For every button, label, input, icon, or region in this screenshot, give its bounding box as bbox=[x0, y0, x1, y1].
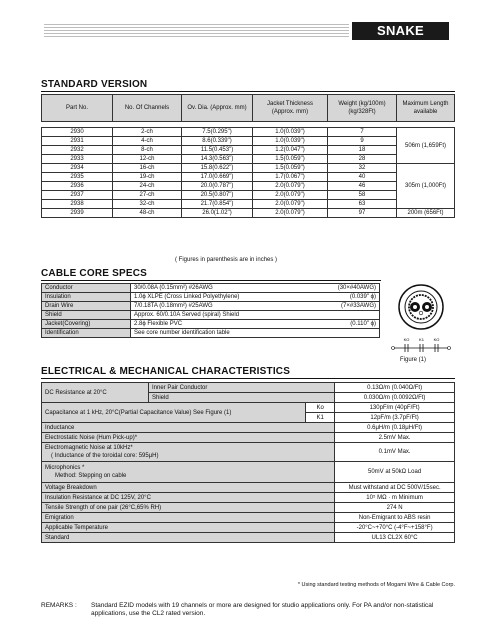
cell: Insulation Resistance at DC 125V, 20°C bbox=[42, 493, 335, 503]
table-row bbox=[42, 155, 455, 164]
table-row bbox=[42, 503, 455, 513]
core-value: 1.0ϕ XLPE (Cross Linked Polyethylene) bbox=[134, 294, 240, 300]
table-row bbox=[42, 493, 455, 503]
cell: 7 bbox=[328, 128, 397, 137]
cell: Jacket(Covering) bbox=[42, 320, 131, 329]
cell: 32-ch bbox=[113, 200, 182, 209]
col-channels: No. Of Channels bbox=[113, 95, 182, 122]
cell: 2.0(0.079") bbox=[253, 209, 328, 218]
core-extra: (7×#33AWG) bbox=[341, 303, 376, 309]
cell: 0.6μH/m (0.18μH/Ft) bbox=[335, 423, 455, 433]
table-row bbox=[42, 433, 455, 443]
table-row bbox=[42, 443, 455, 462]
cell: 16-ch bbox=[113, 164, 182, 173]
cell: Voltage Breakdown bbox=[42, 483, 335, 493]
table-row bbox=[42, 173, 455, 182]
col-max-length: Maximum Length available bbox=[397, 95, 455, 122]
cell: 2933 bbox=[42, 155, 113, 164]
table-row bbox=[42, 293, 380, 302]
max-length-2: 305m (1,000Ft) bbox=[397, 164, 455, 209]
cell: 0.13Ω/m (0.040Ω/Ft) bbox=[335, 383, 455, 393]
cell bbox=[42, 443, 335, 462]
table-row bbox=[42, 320, 380, 329]
cell: 19-ch bbox=[113, 173, 182, 182]
cell: 10⁵ MΩ · m Minimum bbox=[335, 493, 455, 503]
cell: 2.0(0.079") bbox=[253, 191, 328, 200]
col-part-no: Part No. bbox=[42, 95, 113, 122]
row-sublabel: Method: Stepping on cable bbox=[55, 473, 127, 479]
col-ov-dia: Ov. Dia. (Approx. mm) bbox=[182, 95, 253, 122]
elec-footnote: * Using standard testing methods of Mogami Wire & Cable Corp. bbox=[297, 582, 455, 588]
cell: 0.1mV Max. bbox=[335, 443, 455, 462]
cell: -20°C~+70°C (-4°F~+158°F) bbox=[335, 523, 455, 533]
cell: Tensile Strength of one pair (26°C,65% RH) bbox=[42, 503, 335, 513]
table-row bbox=[42, 146, 455, 155]
cell: Standard bbox=[42, 533, 335, 543]
cell: Shield bbox=[42, 311, 131, 320]
remarks-text: Standard EZID models with 19 channels or more are designed for studio applications only. For PA and/or non-statistical applications, use the CL2 rated version. bbox=[91, 602, 434, 617]
header-title: SNAKE CABLES bbox=[352, 22, 449, 40]
cell: 8-ch bbox=[113, 146, 182, 155]
cell: Shield bbox=[149, 393, 335, 403]
table-row bbox=[42, 302, 380, 311]
cell: 2935 bbox=[42, 173, 113, 182]
cell: 2936 bbox=[42, 182, 113, 191]
fig-label-ko: KO bbox=[403, 337, 410, 342]
cell: Drain Wire bbox=[42, 302, 131, 311]
table-row bbox=[42, 137, 455, 146]
cell: 50mV at 50kΩ Load bbox=[335, 462, 455, 483]
cell: 20.5(0.807") bbox=[182, 191, 253, 200]
cell: 48-ch bbox=[113, 209, 182, 218]
cell: 40 bbox=[328, 173, 397, 182]
cell: 28 bbox=[328, 155, 397, 164]
cell: Insulation bbox=[42, 293, 131, 302]
cell: 32 bbox=[328, 164, 397, 173]
col-weight: Weight (kg/100m)(kg/328Ft) bbox=[328, 95, 397, 122]
cell: 26.0(1.02") bbox=[182, 209, 253, 218]
cell: 1.0(0.039") bbox=[253, 128, 328, 137]
cell: 21.7(0.854") bbox=[182, 200, 253, 209]
table-row bbox=[42, 403, 455, 413]
cell: Identification bbox=[42, 329, 131, 338]
core-value: See core number identification table bbox=[134, 330, 230, 336]
table-row bbox=[42, 200, 455, 209]
cell: Must withstand at DC 500V/15sec. bbox=[335, 483, 455, 493]
cell: 1.5(0.059") bbox=[253, 155, 328, 164]
core-value: 30/0.08A (0.15mm²) #26AWG bbox=[134, 285, 213, 291]
cell bbox=[131, 329, 380, 338]
cell: 14.3(0.563") bbox=[182, 155, 253, 164]
cell: Emigration bbox=[42, 513, 335, 523]
core-extra: (0.039" ϕ) bbox=[349, 294, 376, 300]
cell: 97 bbox=[328, 209, 397, 218]
cell: 2.0(0.079") bbox=[253, 182, 328, 191]
table-row bbox=[42, 128, 455, 137]
cell: 2934 bbox=[42, 164, 113, 173]
cell: Capacitance at 1 kHz, 20°C(Partial Capacitance Value) See Figure (1) bbox=[42, 403, 306, 423]
core-extra: (0.110" ϕ) bbox=[350, 321, 376, 327]
cell: 1.5(0.059") bbox=[253, 164, 328, 173]
core-extra: (30×#40AWG) bbox=[337, 285, 376, 291]
cell: Applicable Temperature bbox=[42, 523, 335, 533]
cell: 2938 bbox=[42, 200, 113, 209]
cell: Conductor bbox=[42, 284, 131, 293]
cell: DC Resistance at 20°C bbox=[42, 383, 149, 403]
table-row bbox=[42, 164, 455, 173]
remarks-label: REMARKS : bbox=[41, 602, 77, 609]
core-value: Approx. 60/0.10A Served (spiral) Shield bbox=[134, 312, 240, 318]
cell: 1.2(0.047") bbox=[253, 146, 328, 155]
section-rule bbox=[41, 91, 455, 92]
cell: 1.0(0.039") bbox=[253, 137, 328, 146]
core-section-title: CABLE CORE SPECS bbox=[41, 268, 147, 279]
table-row bbox=[42, 209, 455, 218]
cell bbox=[42, 462, 335, 483]
fig-label-ko: KO bbox=[433, 337, 440, 342]
section-rule bbox=[41, 378, 455, 379]
standard-footnote: ( Figures in parenthesis are in inches ) bbox=[175, 257, 278, 263]
cell: 11.5(0.453") bbox=[182, 146, 253, 155]
table-row bbox=[42, 462, 455, 483]
row-label: Electromagnetic Noise at 10kHz* bbox=[45, 445, 133, 451]
max-length-1: 506m (1,659Ft) bbox=[397, 128, 455, 164]
core-value: 2.8ϕ Flexible PVC bbox=[134, 321, 183, 327]
cell: 9 bbox=[328, 137, 397, 146]
cell: 2939 bbox=[42, 209, 113, 218]
cell: 27-ch bbox=[113, 191, 182, 200]
table-row bbox=[42, 533, 455, 543]
table-header-row bbox=[42, 95, 455, 122]
cell: 12pF/m (3.7pF/Ft) bbox=[335, 413, 455, 423]
table-row bbox=[42, 423, 455, 433]
fig-label-k1: K1 bbox=[419, 337, 424, 342]
core-value: 7/0.18TA (0.18mm²) #25AWG bbox=[134, 303, 213, 309]
elec-section-title: ELECTRICAL & MECHANICAL CHARACTERISTICS bbox=[41, 366, 291, 377]
cell: 274 N bbox=[335, 503, 455, 513]
table-row bbox=[42, 311, 380, 320]
cell: 4-ch bbox=[113, 137, 182, 146]
elec-table bbox=[41, 382, 455, 543]
cell: 2-ch bbox=[113, 128, 182, 137]
table-row bbox=[42, 513, 455, 523]
cable-cross-section-figure bbox=[388, 283, 458, 385]
table-row bbox=[42, 329, 380, 338]
remarks bbox=[41, 602, 461, 618]
table-row bbox=[42, 182, 455, 191]
table-row bbox=[42, 523, 455, 533]
cell: K1 bbox=[306, 413, 335, 423]
cell: 63 bbox=[328, 200, 397, 209]
cell: 7.5(0.295") bbox=[182, 128, 253, 137]
col-jacket: Jacket Thickness (Approx. mm) bbox=[253, 95, 328, 122]
cell: Non-Emigrant to ABS resin bbox=[335, 513, 455, 523]
cell: UL13 CL2X 60°C bbox=[335, 533, 455, 543]
cell: 24-ch bbox=[113, 182, 182, 191]
cell: 2937 bbox=[42, 191, 113, 200]
cell: 0.030Ω/m (0.0092Ω/Ft) bbox=[335, 393, 455, 403]
cell: 12-ch bbox=[113, 155, 182, 164]
cell: 2932 bbox=[42, 146, 113, 155]
cell: 2.0(0.079") bbox=[253, 200, 328, 209]
cell: 2931 bbox=[42, 137, 113, 146]
row-sublabel: ( Inductance of the toroidal core: 595μH) bbox=[51, 453, 159, 459]
table-row bbox=[42, 284, 380, 293]
cell: 20.0(0.787") bbox=[182, 182, 253, 191]
cell: 130pF/m (40pF/Ft) bbox=[335, 403, 455, 413]
header-stripes bbox=[44, 24, 349, 38]
cell: 1.7(0.067") bbox=[253, 173, 328, 182]
table-row bbox=[42, 383, 455, 393]
max-length-3: 200m (656Ft) bbox=[397, 209, 455, 218]
cell bbox=[131, 311, 380, 320]
standard-table bbox=[41, 94, 455, 218]
cell bbox=[131, 320, 380, 329]
cell: 15.8(0.622") bbox=[182, 164, 253, 173]
core-table bbox=[41, 283, 380, 338]
standard-section-title: STANDARD VERSION bbox=[41, 79, 148, 90]
cell bbox=[131, 284, 380, 293]
section-rule bbox=[41, 280, 381, 281]
table-row bbox=[42, 191, 455, 200]
cell: Ko bbox=[306, 403, 335, 413]
figure-caption: Figure (1) bbox=[400, 357, 427, 363]
cell: Inductance bbox=[42, 423, 335, 433]
cell: 2930 bbox=[42, 128, 113, 137]
cell: 8.6(0.339") bbox=[182, 137, 253, 146]
cell: 2.5mV Max. bbox=[335, 433, 455, 443]
cell: 46 bbox=[328, 182, 397, 191]
cell: 17.0(0.669") bbox=[182, 173, 253, 182]
table-row bbox=[42, 483, 455, 493]
cell: 58 bbox=[328, 191, 397, 200]
row-label: Microphonics * bbox=[45, 465, 85, 471]
cell: Electrostatic Noise (Hum Pick-up)* bbox=[42, 433, 335, 443]
cell: Inner Pair Conductor bbox=[149, 383, 335, 393]
cell bbox=[131, 293, 380, 302]
cell bbox=[131, 302, 380, 311]
cell: 18 bbox=[328, 146, 397, 155]
